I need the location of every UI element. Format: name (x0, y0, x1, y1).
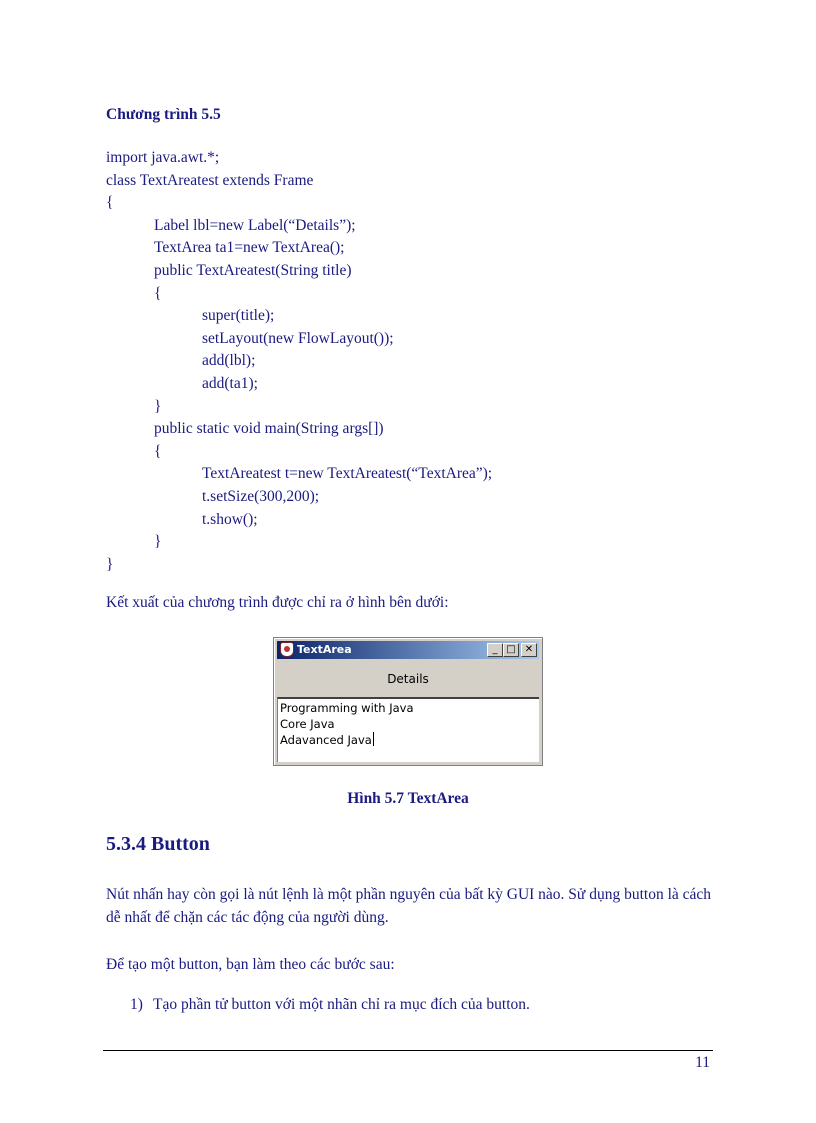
page-number: 11 (695, 1054, 710, 1071)
window-titlebar (277, 641, 539, 659)
code-line: public static void main(String args[]) (154, 420, 384, 438)
textarea-line (280, 732, 537, 748)
code-line: import java.awt.*; (106, 149, 220, 166)
details-label: Details (387, 672, 429, 686)
window-controls (487, 643, 537, 657)
code-line: super(title); (202, 307, 275, 325)
code-line: { (106, 194, 114, 212)
paragraph: Nút nhấn hay còn gọi là nút lệnh là một phần nguyên của bất kỳ GUI nào. Sử dụng button là cách dễ nhất để chặn các tác động của người dùng. (106, 886, 712, 926)
code-line: add(lbl); (202, 352, 256, 370)
maximize-button[interactable]: □ (503, 643, 519, 657)
code-line: class TextAreatest extends Frame (106, 171, 314, 189)
textarea-line: Core Java (280, 717, 335, 731)
text-caret (373, 732, 374, 746)
code-listing (106, 147, 492, 576)
list-item-text: Tạo phần tử button với một nhãn chỉ ra mục đích của button. (153, 996, 530, 1013)
code-line: } (154, 397, 162, 415)
textarea-line: Programming with Java (280, 701, 414, 715)
window-title: TextArea (297, 643, 352, 656)
code-line: setLayout(new FlowLayout()); (202, 329, 394, 347)
code-line: { (154, 442, 162, 460)
text-area[interactable] (277, 697, 539, 762)
code-line: Label lbl=new Label(“Details”); (154, 216, 356, 234)
code-line: t.show(); (202, 510, 258, 528)
code-line: } (106, 555, 114, 573)
output-intro: Kết xuất của chương trình được chỉ ra ở hình bên dưới: (106, 594, 449, 611)
code-line: add(ta1); (202, 374, 258, 392)
minimize-button[interactable]: _ (487, 643, 503, 657)
code-line: public TextAreatest(String title) (154, 261, 352, 279)
list-item-number: 1) (130, 996, 143, 1013)
footer-divider (103, 1050, 713, 1051)
code-line: } (154, 533, 162, 551)
close-button[interactable]: ✕ (521, 643, 537, 657)
code-line: { (154, 284, 162, 302)
textarea-window-screenshot (273, 637, 543, 766)
code-line: TextAreatest t=new TextAreatest(“TextArea”); (202, 465, 493, 483)
textarea-line-text: Adavanced Java (280, 733, 372, 747)
paragraph: Để tạo một button, bạn làm theo các bước sau: (106, 956, 395, 973)
program-title: Chương trình 5.5 (106, 106, 221, 123)
figure-caption: Hình 5.7 TextArea (347, 790, 469, 807)
code-line: TextArea ta1=new TextArea(); (154, 239, 345, 257)
list-item (130, 996, 530, 1014)
java-app-icon (280, 642, 294, 657)
code-line: t.setSize(300,200); (202, 487, 320, 505)
section-heading: 5.3.4 Button (106, 833, 210, 855)
